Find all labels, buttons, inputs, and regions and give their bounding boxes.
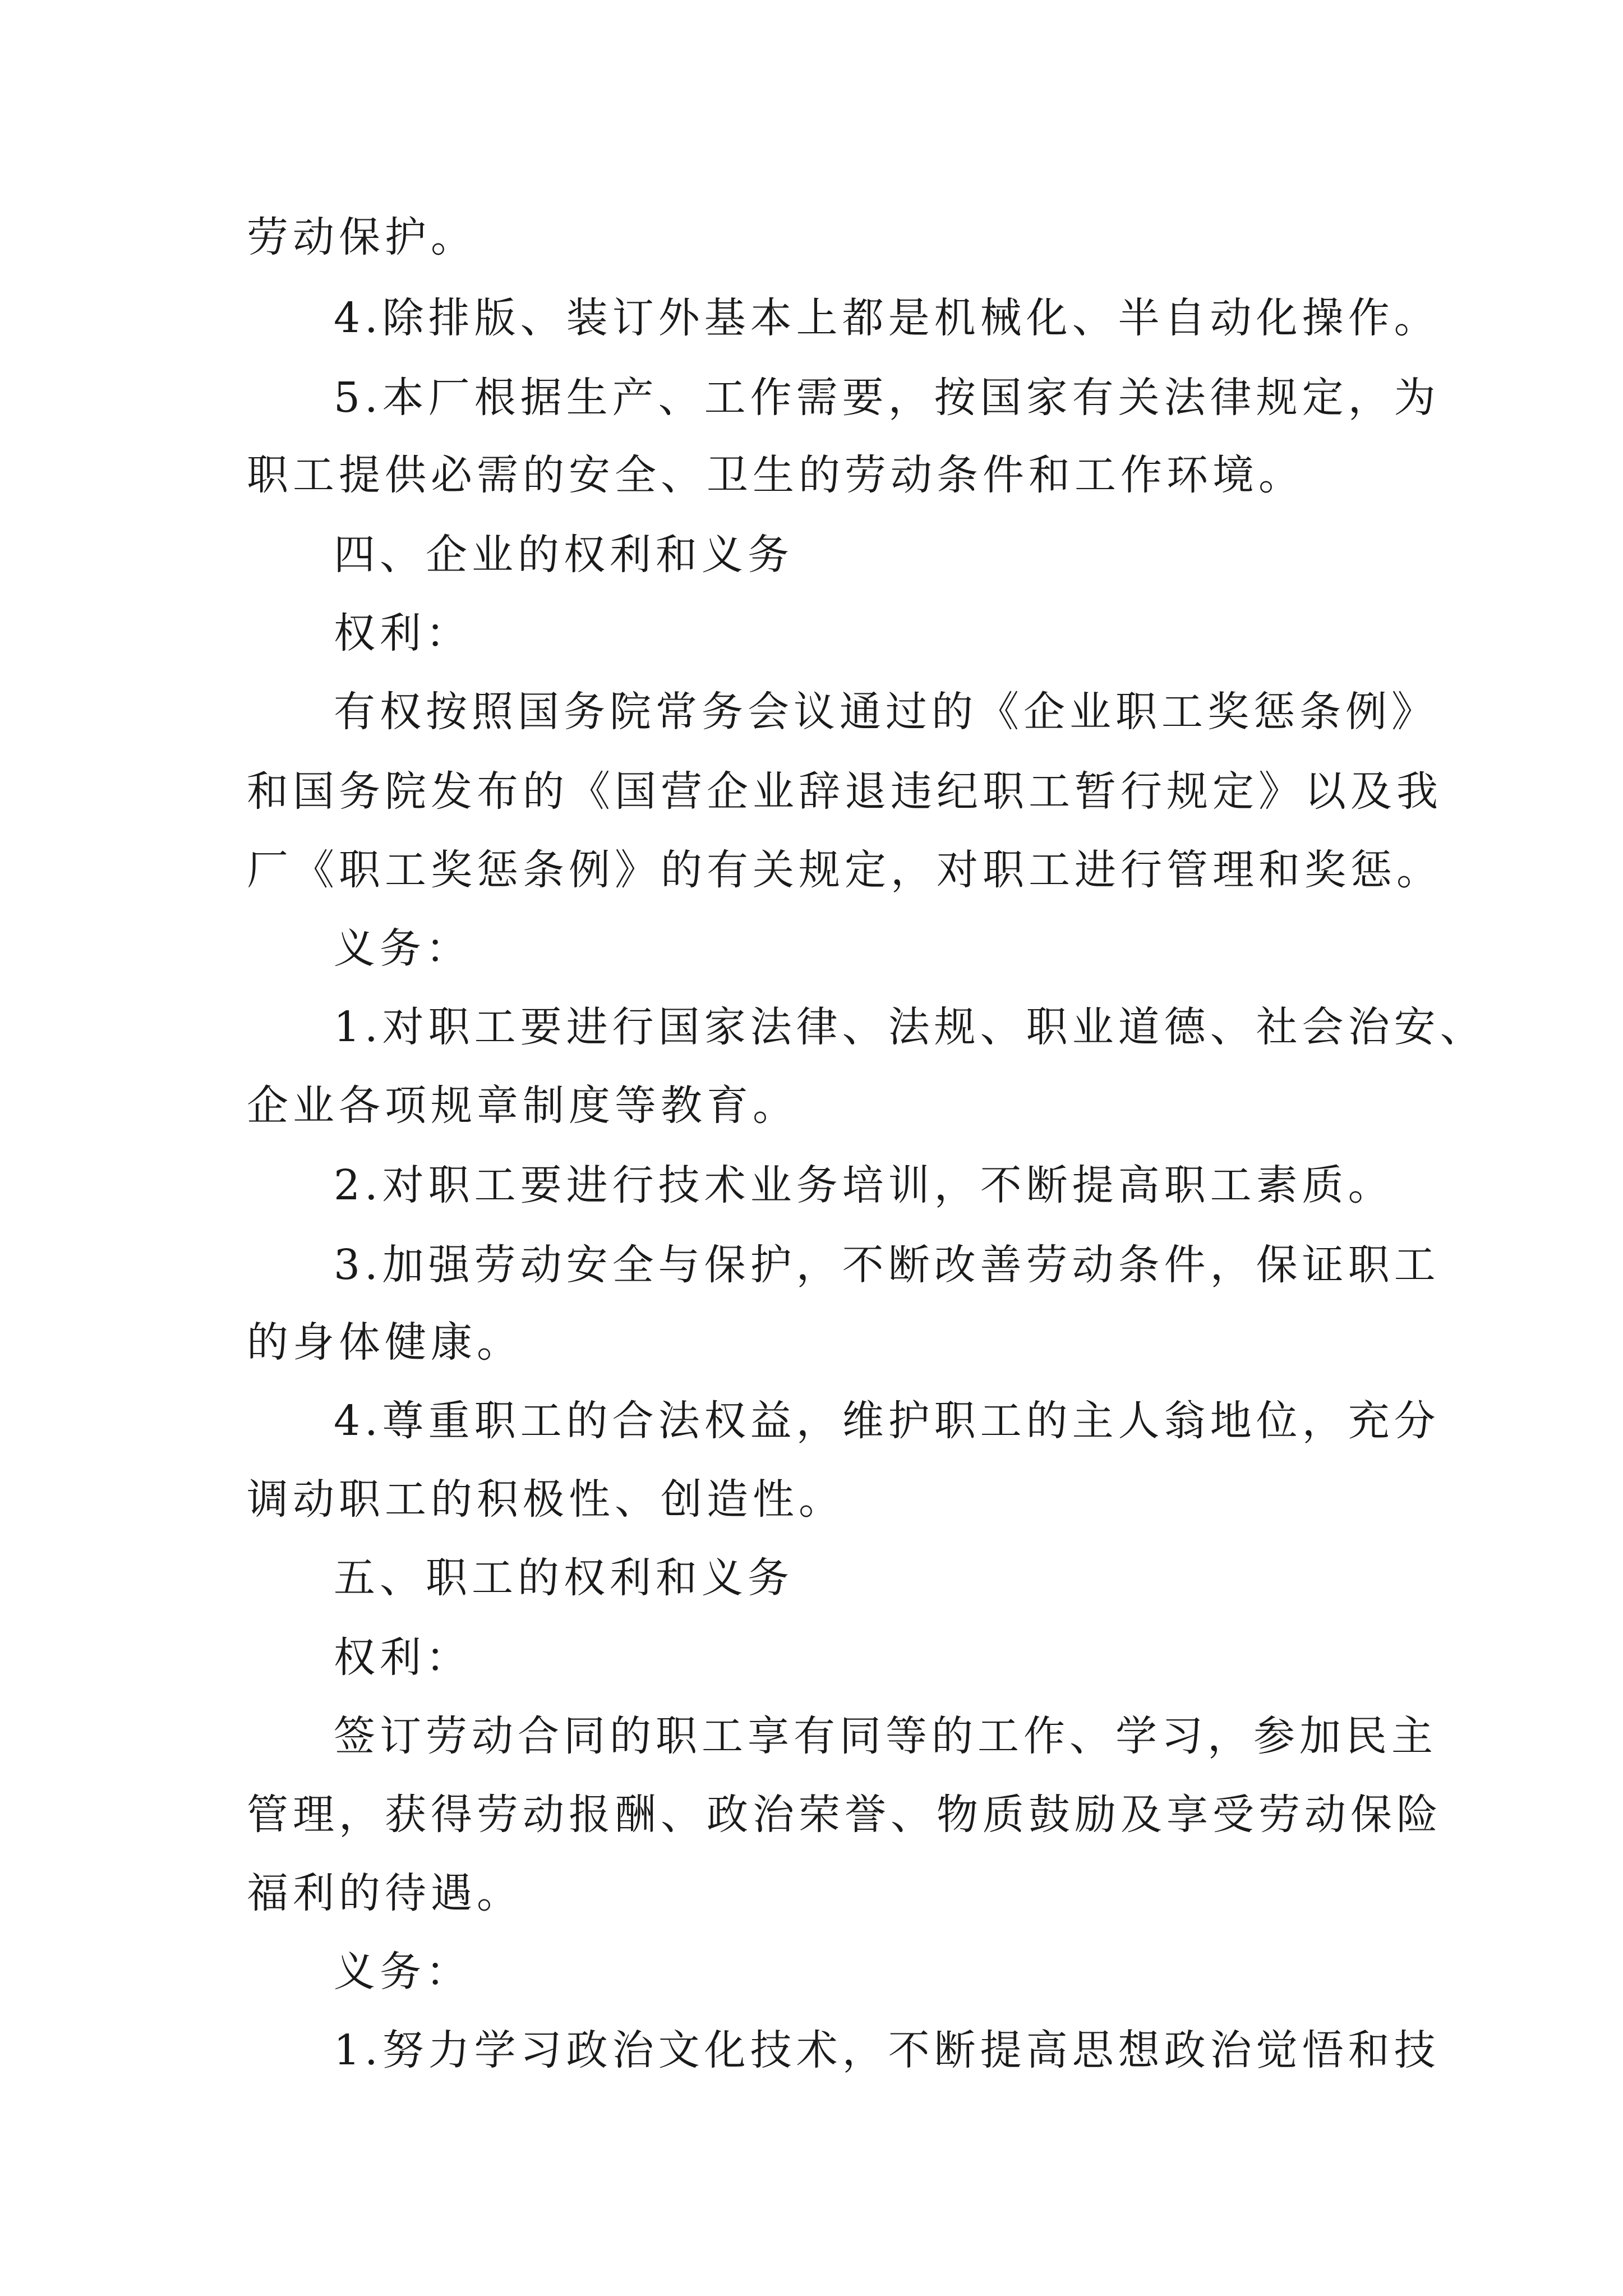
text-line: 的身体健康。 (247, 1318, 523, 1366)
text-line: 和国务院发布的《国营企业辞退违纪职工暂行规定》以及我 (247, 767, 1442, 816)
subheading: 义务： (334, 924, 472, 973)
text-line: 厂《职工奖惩条例》的有关规定，对职工进行管理和奖惩。 (247, 846, 1442, 894)
text-line: 签订劳动合同的职工享有同等的工作、学习，参加民主 (334, 1712, 1437, 1760)
text-line: 有权按照国务院常务会议通过的《企业职工奖惩条例》 (334, 688, 1437, 736)
subheading: 权利： (334, 1634, 472, 1682)
text-line: 2.对职工要进行技术业务培训，不断提高职工素质。 (334, 1161, 1394, 1209)
section-heading: 五、职工的权利和义务 (334, 1554, 794, 1602)
text-line: 调动职工的积极性、创造性。 (247, 1475, 845, 1524)
text-line: 企业各项规章制度等教育。 (247, 1082, 799, 1130)
text-line: 劳动保护。 (247, 213, 477, 261)
text-line: 福利的待遇。 (247, 1869, 523, 1917)
text-line: 管理，获得劳动报酬、政治荣誉、物质鼓励及享受劳动保险 (247, 1791, 1442, 1839)
text-line: 4.除排版、装订外基本上都是机械化、半自动化操作。 (334, 294, 1440, 342)
text-line: 1.努力学习政治文化技术，不断提高思想政治觉悟和技 (334, 2026, 1440, 2074)
subheading: 义务： (334, 1948, 472, 1996)
subheading: 权利： (334, 609, 472, 657)
text-line: 1.对职工要进行国家法律、法规、职业道德、社会治安、 (334, 1003, 1486, 1051)
text-line: 职工提供必需的安全、卫生的劳动条件和工作环境。 (247, 451, 1304, 499)
text-line: 4.尊重职工的合法权益，维护职工的主人翁地位，充分 (334, 1397, 1440, 1445)
text-line: 3.加强劳动安全与保护，不断改善劳动条件，保证职工 (334, 1241, 1440, 1289)
text-line: 5.本厂根据生产、工作需要，按国家有关法律规定，为 (334, 374, 1440, 422)
section-heading: 四、企业的权利和义务 (334, 531, 794, 579)
